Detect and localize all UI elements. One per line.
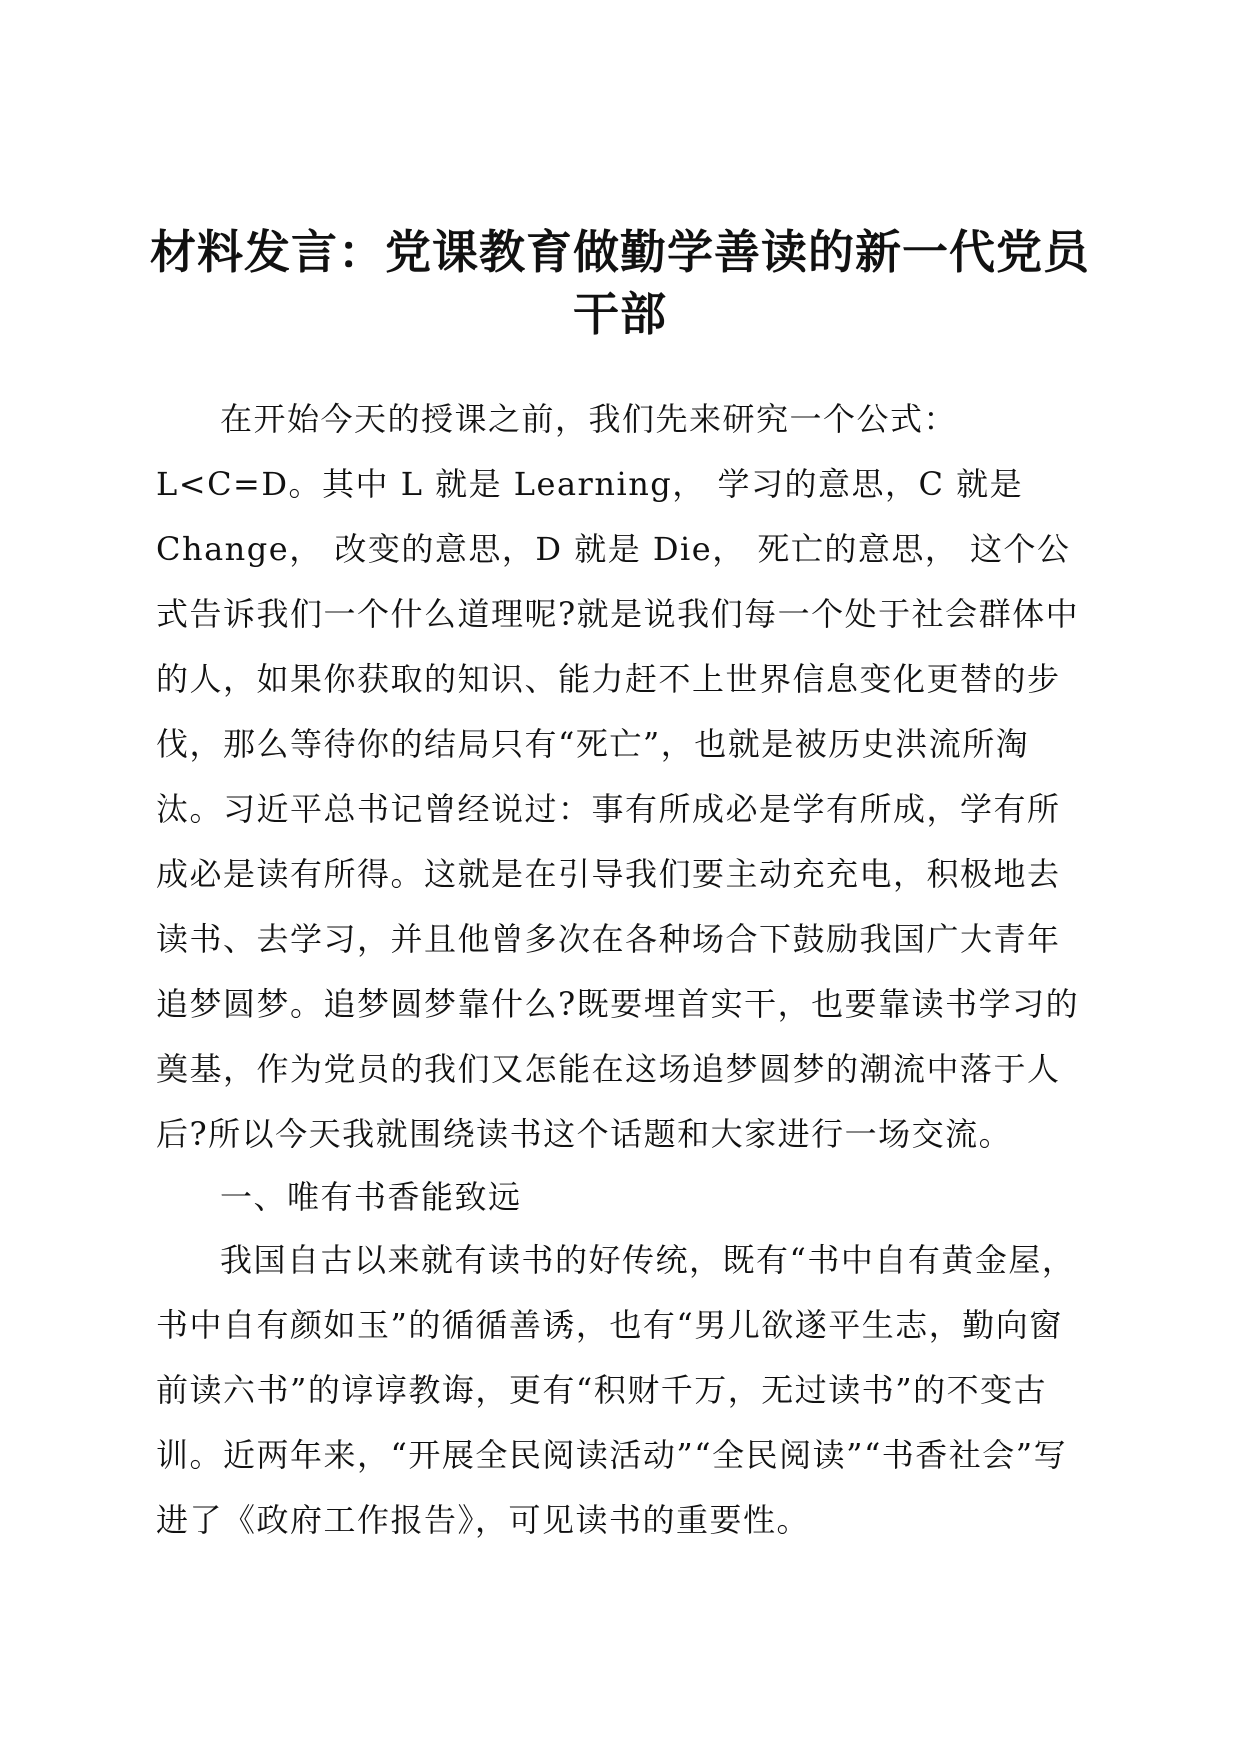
intro-paragraph: 在开始今天的授课之前，我们先来研究一个公式：L<C=D。其中 L 就是 Learning， 学习的意思，C 就是 Change， 改变的意思，D 就是 Die， 死亡的意思， 这个公式告诉我们一个什么道理呢?就是说我们每一个处于社会群体中的人，如果你获取的知识、能力赶不上世界信息变化更替的步伐，那么等待你的结局只有“死亡”，也就是被历史洪流所淘汰。习近平总书记曾经说过：事有所成必是学有所成，学有所成必是读有所得。这就是在引导我们要主动充充电，积极地去读书、去学习，并且他曾多次在各种场合下鼓励我国广大青年追梦圆梦。追梦圆梦靠什么?既要埋首实干，也要靠读书学习的奠基，作为党员的我们又怎能在这场追梦圆梦的潮流中落于人后?所以今天我就围绕读书这个话题和大家进行一场交流。: [156, 400, 1080, 1153]
section-paragraph: 我国自古以来就有读书的好传统，既有“书中自有黄金屋，书中自有颜如玉”的循循善诱，也有“男儿欲遂平生志，勤向窗前读六书”的谆谆教诲，更有“积财千万，无过读书”的不变古训。近两年来，“开展全民阅读活动”“全民阅读”“书香社会”写进了《政府工作报告》，可见读书的重要性。: [156, 1241, 1076, 1539]
document-title-line-2: 干部: [573, 287, 667, 341]
document-title-line-1: 材料发言：党课教育做勤学善读的新一代党员: [150, 225, 1090, 279]
section-heading: 一、唯有书香能致远: [220, 1178, 522, 1216]
